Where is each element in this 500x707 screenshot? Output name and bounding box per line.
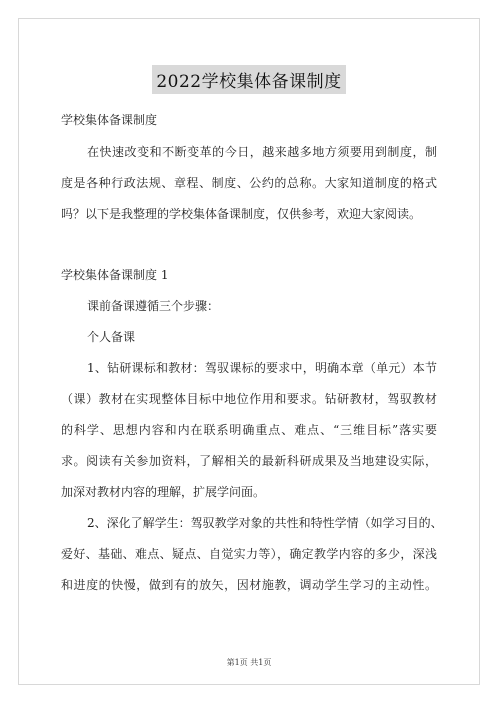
- section-heading: 学校集体备课制度: [61, 113, 158, 127]
- paragraph-line: 爱好、基础、难点、疑点、自觉实力等），确定教学内容的多少，深浅: [61, 547, 437, 561]
- paragraph-line: 个人备课: [87, 330, 136, 344]
- paragraph-line: 求。阅读有关参加资料，了解相关的最新科研成果及当地建设实际，: [61, 454, 437, 468]
- paragraph-line: 吗？以下是我整理的学校集体备课制度，仅供参考，欢迎大家阅读。: [61, 207, 422, 221]
- paragraph-line: 和进度的快慢，做到有的放矢，因材施教，调动学生学习的主动性。: [61, 578, 437, 592]
- subsection-heading: 学校集体备课制度 1: [61, 268, 169, 282]
- paragraph-line: 在快速改变和不断变革的今日，越来越多地方须要用到制度，制: [87, 145, 437, 159]
- paragraph-line: 1、钻研课标和教材：驾驭课标的要求中，明确本章（单元）本节: [87, 361, 437, 375]
- paragraph-line: 加深对教材内容的理解，扩展学问面。: [61, 485, 266, 499]
- document-title-wrap: [19, 65, 479, 94]
- document-page: [18, 18, 480, 685]
- paragraph-line: 的科学、思想内容和内在联系明确重点、难点、“三维目标”落实要: [61, 423, 437, 437]
- paragraph-line: 课前备课遵循三个步骤：: [87, 299, 220, 313]
- paragraph-line: （课）教材在实现整体目标中地位作用和要求。钻研教材，驾驭教材: [61, 392, 437, 406]
- paragraph-line: 2、深化了解学生：驾驭教学对象的共性和特性学情（如学习目的、: [87, 516, 443, 530]
- page-footer: 第1页 共1页: [226, 658, 272, 667]
- paragraph-line: 度是各种行政法规、章程、制度、公约的总称。大家知道制度的格式: [61, 176, 437, 190]
- document-title: 2022学校集体备课制度: [152, 65, 345, 94]
